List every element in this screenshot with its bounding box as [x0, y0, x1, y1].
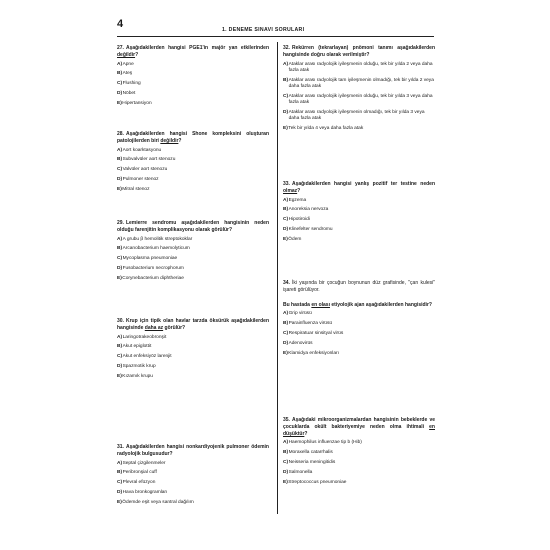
question-28	[117, 131, 269, 197]
question-32	[283, 45, 435, 135]
question-stem	[117, 131, 269, 145]
answer-option-c[interactable]	[283, 94, 435, 106]
option-text: Egzema	[288, 197, 307, 203]
option-text: Nöbet	[122, 90, 136, 96]
question-number: 30.	[117, 318, 124, 324]
answer-option-c[interactable]	[117, 167, 269, 173]
option-letter: A)	[117, 147, 123, 153]
answer-option-b[interactable]	[117, 470, 269, 476]
answer-options	[283, 440, 435, 485]
option-letter: A)	[283, 197, 289, 203]
question-stem	[117, 220, 269, 234]
option-text: Hipertansiyon	[122, 100, 152, 106]
question-stem	[283, 417, 435, 437]
question-number: 27.	[117, 45, 124, 51]
answer-option-a[interactable]	[283, 198, 435, 204]
question-emphasis: olmaz	[283, 187, 298, 194]
option-letter: D)	[117, 90, 123, 96]
option-text: Grip virüsü	[288, 311, 312, 317]
option-letter: A)	[117, 334, 123, 340]
answer-options	[117, 237, 269, 282]
option-letter: B)	[117, 246, 123, 252]
answer-option-a[interactable]	[117, 148, 269, 154]
option-letter: D)	[117, 363, 123, 369]
option-text: Adenovirüs	[288, 340, 313, 346]
question-text: ?	[304, 430, 308, 437]
question-text: görülür?	[163, 324, 186, 331]
option-text: Haemophilus influenzae tip b (Hib)	[288, 440, 362, 446]
question-35	[283, 417, 435, 489]
option-letter: D)	[117, 176, 123, 182]
option-letter: A)	[283, 61, 289, 67]
option-letter: A)	[283, 311, 289, 317]
answer-option-a[interactable]	[117, 237, 269, 243]
option-text: Ödemde eşit veya santral dağılım	[122, 499, 194, 505]
option-letter: B)	[283, 77, 289, 83]
option-letter: C)	[283, 217, 289, 223]
answer-options	[117, 335, 269, 380]
option-letter: B)	[283, 207, 289, 213]
answer-option-c[interactable]	[283, 331, 435, 337]
answer-option-d[interactable]	[283, 341, 435, 347]
question-34	[283, 280, 435, 360]
answer-option-c[interactable]	[117, 81, 269, 87]
option-letter: C)	[117, 256, 123, 262]
question-emphasis: değildir	[117, 51, 136, 58]
option-letter: D)	[283, 226, 289, 232]
option-text: Salmonella	[288, 469, 313, 475]
question-text: Aşağıdakilerden hangisi nonkardiyojenik pulmoner ödemin radyolojik bulgusudur?	[117, 444, 269, 457]
question-number: 29.	[117, 220, 124, 226]
question-33	[283, 181, 435, 247]
answer-option-b[interactable]	[117, 157, 269, 163]
option-text: Valvüler aort stenozu	[122, 167, 168, 173]
answer-option-b[interactable]	[117, 344, 269, 350]
option-letter: C)	[117, 167, 123, 173]
option-letter: C)	[117, 81, 123, 87]
option-text: Ateş	[122, 71, 133, 77]
question-text: etiyolojik ajan aşağıdakilerden hangisidir?	[329, 301, 432, 308]
option-letter: E)	[117, 186, 122, 192]
option-text: Hipotiroidi	[288, 217, 310, 223]
answer-option-e[interactable]	[283, 480, 435, 486]
option-text: Tek bir yılda 4 veya daha fazla atak	[288, 125, 364, 131]
question-text: Aşağıdakilerden hangisi yanlış pozitif ter testine neden	[291, 181, 435, 187]
option-letter: E)	[283, 236, 288, 242]
option-text: Corynebacterium diphtheriae	[122, 275, 184, 281]
question-emphasis: daha az	[144, 324, 164, 331]
option-text: Neisseria meningitidis	[288, 459, 336, 465]
option-text: Ataklar arası radyolojik tam iyileşmenin olmadığı, tek bir yılda 2 veya daha fazla atak	[288, 77, 434, 89]
option-letter: C)	[283, 93, 289, 99]
option-letter: A)	[117, 61, 123, 67]
answer-option-e[interactable]	[117, 187, 269, 193]
question-text: Bu hastada	[283, 301, 312, 308]
answer-option-e[interactable]	[283, 126, 435, 132]
option-letter: E)	[117, 100, 122, 106]
question-stem	[283, 302, 435, 309]
option-text: Septal çizgilenmeler	[122, 460, 166, 466]
option-text: Hava bronkogramları	[122, 489, 168, 495]
option-text: Ödem	[288, 236, 302, 242]
option-text: Klinefelter sendromu	[288, 226, 333, 232]
option-letter: E)	[117, 275, 122, 281]
option-text: Mycoplasma pneumoniae	[122, 256, 178, 262]
option-text: Moraxella catarrhalis	[288, 450, 333, 456]
question-stem	[117, 444, 269, 458]
option-text: Respiratuar sinsityal virüs	[288, 330, 344, 336]
answer-option-d[interactable]	[117, 266, 269, 272]
answer-options	[283, 198, 435, 243]
option-text: Akut enfeksiyöz larenjit	[122, 354, 172, 360]
option-letter: A)	[283, 440, 289, 446]
question-emphasis: en düşüktür	[283, 423, 435, 437]
answer-option-d[interactable]	[117, 91, 269, 97]
option-letter: B)	[117, 344, 123, 350]
answer-option-b[interactable]	[117, 246, 269, 252]
option-letter: C)	[283, 330, 289, 336]
option-text: Arcanobacterium haemolyticum	[122, 246, 190, 252]
answer-option-e[interactable]	[283, 237, 435, 243]
answer-option-c[interactable]	[283, 460, 435, 466]
question-number: 35.	[283, 417, 290, 423]
option-letter: B)	[117, 157, 123, 163]
answer-option-b[interactable]	[283, 321, 435, 327]
option-letter: E)	[117, 499, 122, 505]
answer-option-a[interactable]	[283, 62, 435, 74]
question-number: 31.	[117, 444, 124, 450]
answer-option-a[interactable]	[283, 440, 435, 446]
question-27	[117, 45, 269, 111]
question-text: ?	[297, 187, 301, 194]
option-text: Kızamık krupu	[122, 373, 153, 379]
answer-option-e[interactable]	[117, 276, 269, 282]
option-text: Klamidya enfeksiyonları	[288, 350, 339, 356]
answer-option-b[interactable]	[117, 71, 269, 77]
option-text: Aort koarktasyonu	[122, 147, 162, 153]
option-text: Subvalvüler aort stenozu	[122, 157, 176, 163]
option-letter: C)	[117, 480, 123, 486]
option-letter: E)	[117, 373, 122, 379]
option-text: Parainfluenza virüsü	[288, 321, 333, 327]
question-text: Aşağıdakilerden hangisi Shone kompleksini oluşturan patolojilerden biri	[117, 131, 269, 144]
column-divider	[277, 42, 278, 514]
option-text: A grubu β hemolitik streptokoklar	[122, 236, 193, 242]
option-letter: D)	[283, 340, 289, 346]
question-text: Aşağıdaki mikroorganizmalardan hangisinin bebeklerde ve çocuklarda okült bakteriyemiye neden olma ihtimali	[283, 417, 435, 430]
option-letter: C)	[283, 459, 289, 465]
header-rule	[117, 36, 434, 37]
answer-option-b[interactable]	[283, 78, 435, 90]
answer-option-c[interactable]	[117, 256, 269, 262]
question-number: 33.	[283, 181, 290, 187]
question-text: Rekürren (tekrarlayan) pnömoni tanımı aşağıdakilerden hangisinde doğru olarak verilmiştir?	[283, 45, 435, 58]
answer-option-d[interactable]	[283, 227, 435, 233]
answer-options	[283, 62, 435, 132]
option-text: Flushing	[122, 81, 141, 87]
answer-options	[117, 148, 269, 193]
option-letter: B)	[283, 321, 289, 327]
answer-option-b[interactable]	[283, 450, 435, 456]
answer-option-a[interactable]	[117, 335, 269, 341]
option-text: Plevral efüzyon	[122, 480, 156, 486]
option-text: Ataklar arası radyolojik iyileşmenin olmadığı, tek bir yılda 3 veya daha fazla atak	[288, 109, 425, 121]
answer-option-a[interactable]	[117, 461, 269, 467]
option-text: Streptococcus pneumoniae	[288, 479, 347, 485]
question-stem	[283, 45, 435, 59]
answer-option-d[interactable]	[117, 177, 269, 183]
option-text: Pulmoner stenoz	[122, 176, 159, 182]
option-text: Mitral stenoz	[122, 186, 150, 192]
option-letter: B)	[283, 450, 289, 456]
option-text: Spazmotik krup	[122, 363, 156, 369]
option-text: Laringotrakeobronşit	[122, 334, 167, 340]
answer-option-e[interactable]	[117, 101, 269, 107]
question-text: Lemierre sendromu aşağıdakilerden hangisinin neden olduğu farenjitin komplikasyonu olarak görülür?	[117, 220, 269, 233]
answer-option-c[interactable]	[283, 217, 435, 223]
page-number: 4	[117, 18, 124, 30]
option-text: Anoreksia nervoza	[288, 207, 329, 213]
question-stem	[283, 181, 435, 195]
option-letter: D)	[283, 109, 289, 115]
answer-option-e[interactable]	[117, 374, 269, 380]
answer-option-a[interactable]	[117, 62, 269, 68]
answer-option-d[interactable]	[283, 110, 435, 122]
question-text: ?	[135, 51, 139, 58]
option-text: Ataklar arası radyolojik iyileşmenin olduğu, tek bir yılda 2 veya daha fazla atak	[288, 61, 433, 73]
question-29	[117, 220, 269, 286]
option-letter: E)	[283, 125, 288, 131]
question-text: ?	[178, 137, 182, 144]
question-text: Krup için tipik olan havlar tarzda öksürük aşağıdakilerden hangisinde	[117, 318, 269, 331]
option-letter: B)	[117, 71, 123, 77]
option-letter: D)	[117, 489, 123, 495]
question-31	[117, 444, 269, 510]
answer-option-c[interactable]	[117, 354, 269, 360]
answer-option-d[interactable]	[283, 470, 435, 476]
question-intro-text: İki yaşında bir çocuğun boynunun düz grafisinde, "çan kulesi" işareti görülüyor.	[283, 280, 435, 293]
answer-option-d[interactable]	[117, 364, 269, 370]
answer-options	[117, 62, 269, 107]
answer-option-c[interactable]	[117, 480, 269, 486]
option-letter: E)	[283, 350, 288, 356]
option-letter: D)	[117, 265, 123, 271]
question-stem	[117, 318, 269, 332]
option-text: Fusobacterium necrophorum	[122, 265, 184, 271]
question-number: 28.	[117, 131, 124, 137]
answer-options	[283, 311, 435, 356]
question-30	[117, 318, 269, 384]
answer-option-a[interactable]	[283, 311, 435, 317]
question-intro	[283, 280, 435, 294]
option-text: Akut epiglottit	[122, 344, 152, 350]
answer-option-d[interactable]	[117, 490, 269, 496]
option-text: Peribronşial cuff	[122, 470, 157, 476]
question-emphasis: en olası	[311, 301, 330, 308]
question-emphasis: değildir	[160, 137, 179, 144]
question-stem	[117, 45, 269, 59]
question-number: 32.	[283, 45, 290, 51]
answer-options	[117, 461, 269, 506]
option-text: Apne	[122, 61, 134, 67]
option-letter: A)	[117, 236, 123, 242]
option-letter: B)	[117, 470, 123, 476]
question-text: Aşağıdakilerden hangisi PGE1'in majör yan etkilerinden	[125, 45, 269, 51]
answer-option-e[interactable]	[117, 500, 269, 506]
answer-option-b[interactable]	[283, 207, 435, 213]
option-letter: A)	[117, 460, 123, 466]
answer-option-e[interactable]	[283, 351, 435, 357]
question-number: 34.	[283, 280, 290, 286]
page-header-title: 1. DENEME SINAVI SORULARI	[222, 27, 305, 33]
option-letter: E)	[283, 479, 288, 485]
option-letter: C)	[117, 354, 123, 360]
option-letter: D)	[283, 469, 289, 475]
option-text: Ataklar arası radyolojik iyileşmenin olduğu, tek bir yılda 3 veya daha fazla atak	[288, 93, 433, 105]
